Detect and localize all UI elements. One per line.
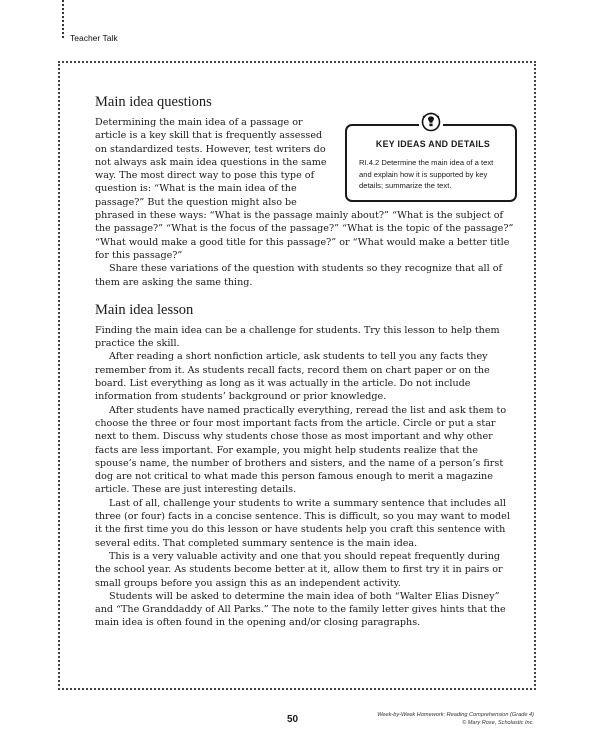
page-number: 50 bbox=[287, 714, 299, 725]
key-ideas-box bbox=[345, 124, 517, 202]
key-ideas-card bbox=[345, 124, 517, 202]
paragraph: After reading a short nonfiction article, ask students to tell you any facts they remember from it. As students recall facts, record them on chart paper or on the board. List everything as long as it was actually in the article. Do not include information from students’ background or prior knowledge. bbox=[95, 351, 490, 403]
key-ideas-title: KEY IDEAS AND DETAILS bbox=[375, 139, 491, 149]
footer-credits bbox=[377, 712, 534, 727]
paragraph: Students will be asked to determine the main idea of both “Walter Elias Disney” and “The Granddaddy of All Parks.” The note to the family letter gives hints that the main idea is often found in the opening and/or closing paragraphs. bbox=[95, 590, 506, 629]
copyright: © Mary Rose, Scholastic Inc. bbox=[462, 719, 534, 726]
dotted-margin-line bbox=[62, 0, 64, 38]
paragraph: This is a very valuable activity and one that you should repeat frequently during the school year. As students become better at it, allow them to first try it in pairs or small groups before you assign this as an independent activity. bbox=[95, 550, 503, 589]
main-content bbox=[95, 93, 517, 630]
section-heading-main-idea-questions: Main idea questions bbox=[95, 94, 212, 110]
paragraph: Determining the main idea of a passage or article is a key skill that is frequently assessed on standardized tests. However, test writers do not always ask main idea questions in the same way. The most direct way to pose this type of question is: “What is the main idea of the passage?” But the question might also be phrased in these ways: “What is the passage mainly about?” “What is the subject of the passage?” “What is the focus of the passage?” “What is the topic of the passage?” “What would make a good title for this passage?” or “What would make a better title for this passage?” bbox=[95, 117, 514, 261]
page-header: Teacher Talk bbox=[70, 33, 118, 43]
key-ideas-standard: RI.4.2 Determine the main idea of a text and explain how it is supported by key details; summarize the text. bbox=[359, 158, 494, 191]
paragraph: After students have named practically everything, reread the list and ask them to choose the three or four most important facts from the article. Circle or put a star next to them. Discuss why students chose those as most important and why other facts are less important. For example, you might help students realize that the spouse’s name, the number of brothers and sisters, and the name of a person’s first dog are not critical to what made this person famous enough to merit a magazine article. These are just interesting details. bbox=[95, 404, 507, 496]
paragraph: Share these variations of the question with students so they recognize that all of them are asking the same thing. bbox=[95, 263, 503, 288]
paragraph: Last of all, challenge your students to write a summary sentence that includes all three (or four) facts in a concise sentence. This is difficult, so you may want to model it the first time you do this lesson or have students help you craft this sentence with several edits. That completed summary sentence is the main idea. bbox=[95, 497, 510, 549]
lightbulb-icon bbox=[419, 112, 443, 134]
section-heading-main-idea-lesson: Main idea lesson bbox=[95, 301, 194, 318]
book-title: Week-by-Week Homework: Reading Comprehension (Grade 4) bbox=[377, 712, 534, 718]
paragraph: Finding the main idea can be a challenge for students. Try this lesson to help them practice the skill. bbox=[95, 324, 500, 350]
